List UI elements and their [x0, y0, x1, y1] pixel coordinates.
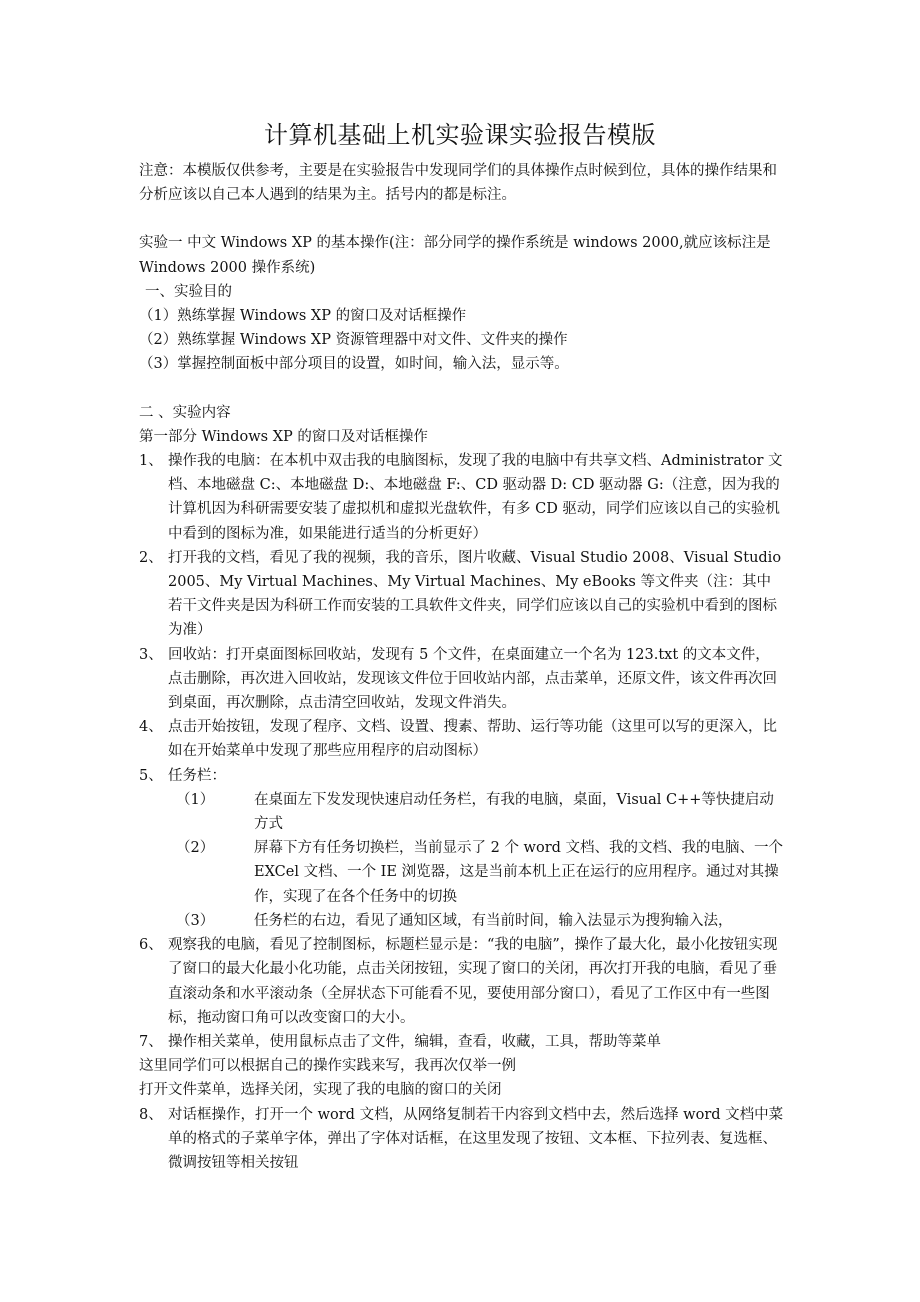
list-item — [139, 546, 784, 643]
free-text-line: 打开文件菜单，选择关闭，实现了我的电脑的窗口的关闭 — [139, 1082, 502, 1099]
list-item-text: 任务栏： — [168, 767, 226, 784]
sub-list-item — [139, 909, 784, 933]
list-item — [139, 1030, 784, 1054]
list-item-text: 观察我的电脑，看见了控制图标，标题栏显示是：“我的电脑”，操作了最大化，最小化按钮实现了窗口的最大化最小化功能，点击关闭按钮，实现了窗口的关闭，再次打开我的电脑，看见了垂直滚动条和水平滚动条（全屏状态下可能看不见，要使用部分窗口），看见了工作区中有一些图标，拖动窗口角可以改变窗口的大小。 — [168, 937, 778, 1026]
sub-list-item-text: 屏幕下方有任务切换栏，当前显示了 2 个 word 文档、我的文档、我的电脑、一个 EXCel 文档、一个 IE 浏览器，这是当前本机上正在运行的应用程序。通过对其操作，实现了在各个任务中的切换 — [254, 840, 784, 905]
list-item-number: 6、 — [139, 937, 163, 954]
list-item-text: 对话框操作，打开一个 word 文档，从网络复制若干内容到文档中去，然后选择 word 文档中菜单的格式的子菜单字体，弹出了字体对话框，在这里发现了按钮、文本框、下拉列表、复选框、微调按钮等相关按钮 — [168, 1106, 784, 1171]
list-item-text: 操作我的电脑：在本机中双击我的电脑图标，发现了我的电脑中有共享文档、Administrator 文档、本地磁盘 C:、本地磁盘 D:、本地磁盘 F:、CD 驱动器 D: CD 驱动器 G:（注意，因为我的计算机因为科研需要安装了虚拟机和虚拟光盘软件，有多 CD 驱动，同学们应该以自己的实验机中看到的图标为准，如果能进行适当的分析更好） — [168, 453, 783, 542]
list-item-number: 4、 — [139, 719, 163, 736]
objective-item: （1）熟练掌握 Windows XP 的窗口及对话框操作 — [139, 308, 467, 325]
note-paragraph: 注意：本模版仅供参考，主要是在实验报告中发现同学们的具体操作点时候到位，具体的操作结果和分析应该以自己本人遇到的结果为主。括号内的都是标注。 — [139, 163, 777, 204]
sub-list-item — [139, 788, 784, 836]
sub-list-item-number: （3） — [176, 912, 215, 929]
list-item-number: 5、 — [139, 767, 163, 784]
sub-list-item-number: （2） — [176, 840, 215, 857]
list-item-number: 3、 — [139, 646, 163, 663]
spacer — [139, 377, 784, 401]
sub-list-item-text: 任务栏的右边，看见了通知区域，有当前时间，输入法显示为搜狗输入法， — [254, 912, 733, 929]
free-text-line: 这里同学们可以根据自己的操作实践来写，我再次仅举一例 — [139, 1058, 516, 1075]
list-item — [139, 449, 784, 546]
section-heading-objectives: 一、实验目的 — [145, 283, 232, 300]
experiment-heading: 实验一 中文 Windows XP 的基本操作(注：部分同学的操作系统是 windows 2000,就应该标注是 Windows 2000 操作系统) — [139, 235, 771, 276]
list-item-number: 8、 — [139, 1106, 163, 1123]
document-body — [139, 159, 784, 1175]
list-item-number: 2、 — [139, 549, 163, 566]
section-heading-content: 二 、实验内容 — [139, 404, 231, 421]
list-item-number: 1、 — [139, 453, 163, 470]
list-item-text: 打开我的文档，看见了我的视频，我的音乐，图片收藏、Visual Studio 2008、Visual Studio 2005、My Virtual Machines、My Virtual Machines、My eBooks 等文件夹（注：其中若干文件夹是因为科研工作而安装的工具软件文件夹，同学们应该以自己的实验机中看到的图标为准） — [168, 549, 782, 639]
list-item-number: 7、 — [139, 1033, 163, 1050]
list-item — [139, 643, 784, 716]
list-item — [139, 933, 784, 1030]
document-title: 计算机基础上机实验课实验报告模版 — [264, 121, 656, 149]
objective-item: （2）熟练掌握 Windows XP 资源管理器中对文件、文件夹的操作 — [139, 332, 568, 349]
list-item-text: 操作相关菜单，使用鼠标点击了文件，编辑，查看，收藏，工具，帮助等菜单 — [168, 1033, 661, 1050]
list-item — [139, 764, 784, 788]
sub-list-item — [139, 836, 784, 909]
part-heading: 第一部分 Windows XP 的窗口及对话框操作 — [139, 428, 428, 445]
list-item — [139, 715, 784, 763]
list-item — [139, 1103, 784, 1176]
spacer — [139, 207, 784, 231]
list-item-text: 点击开始按钮，发现了程序、文档、设置、搜素、帮助、运行等功能（这里可以写的更深入，比如在开始菜单中发现了那些应用程序的启动图标） — [168, 719, 777, 760]
objective-item: （3）掌握控制面板中部分项目的设置，如时间，输入法，显示等。 — [139, 356, 569, 373]
list-item-text: 回收站：打开桌面图标回收站，发现有 5 个文件，在桌面建立一个名为 123.txt 的文本文件，点击删除，再次进入回收站，发现该文件位于回收站内部，点击菜单，还原文件，该文件再次回到桌面，再次删除，点击清空回收站，发现文件消失。 — [168, 646, 777, 712]
sub-list-item-number: （1） — [176, 791, 215, 808]
sub-list-item-text: 在桌面左下发发现快速启动任务栏，有我的电脑，桌面，Visual C++等快捷启动方式 — [254, 791, 774, 833]
